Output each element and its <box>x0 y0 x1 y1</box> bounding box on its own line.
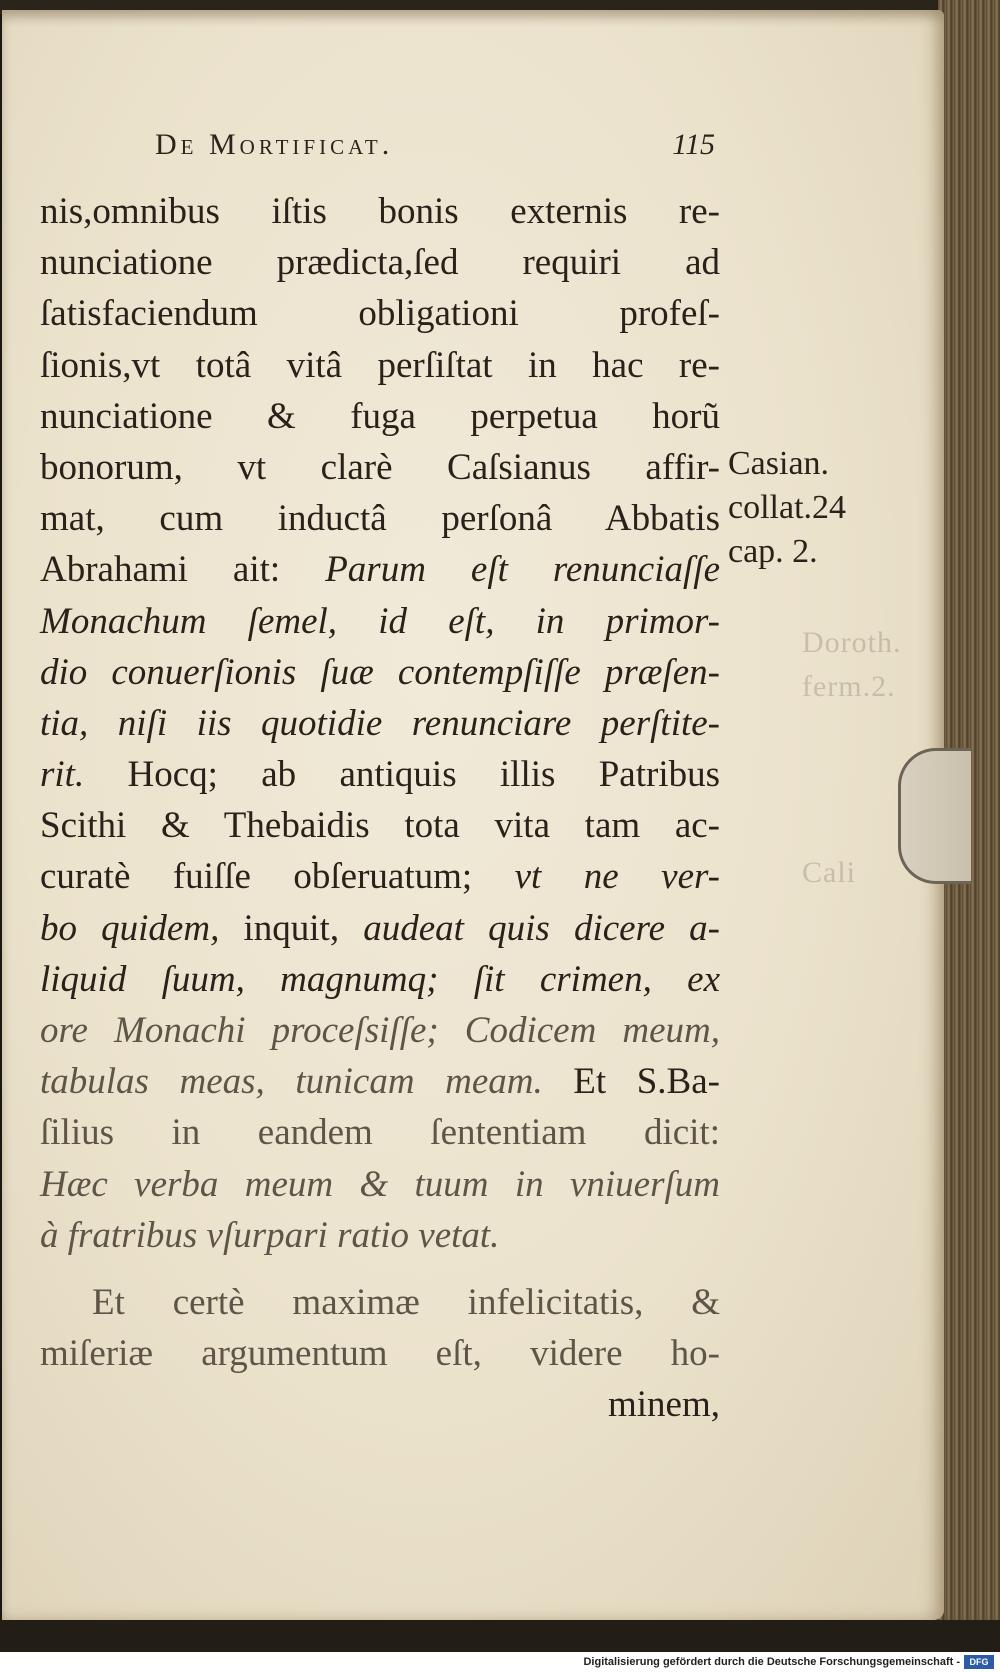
text-line <box>40 544 720 595</box>
text-line <box>40 186 720 237</box>
text-line <box>40 1056 720 1107</box>
quotation-segment: tabulas meas, tunicam meam. <box>40 1061 574 1103</box>
text-line <box>40 647 720 698</box>
quotation-segment: ore Monachi proceſsiſſe; Codicem meum, <box>40 1010 720 1051</box>
digitization-credit <box>0 1652 1000 1672</box>
show-through-mark: Cali <box>802 856 856 889</box>
text-line <box>40 851 720 902</box>
text-segment: nunciatione prædicta,ſed requiri ad <box>40 242 720 284</box>
text-line <box>40 1328 720 1379</box>
marginal-reference <box>728 442 878 574</box>
text-line <box>40 442 720 493</box>
text-line <box>40 749 720 800</box>
text-line <box>40 493 720 544</box>
text-segment: curatè fuiſſe obſeruatum; <box>40 856 515 898</box>
text-line <box>40 1210 720 1261</box>
text-line <box>40 903 720 954</box>
text-line <box>40 596 720 647</box>
text-segment: Abrahami ait: <box>40 549 326 591</box>
quotation-segment: bo quidem, <box>40 907 244 949</box>
text-segment: Scithi & Thebaidis tota vita tam ac- <box>40 805 720 847</box>
catchword <box>40 1379 720 1430</box>
text-line <box>40 1005 720 1056</box>
text-line <box>40 954 720 1005</box>
quotation-segment: vt ne ver- <box>514 856 720 898</box>
book-bottom-edge <box>0 1620 1000 1652</box>
quotation-segment: rit. <box>40 754 128 796</box>
text-segment: inquit, <box>243 907 364 949</box>
text-line <box>40 698 720 749</box>
margin-note-line: Casian. <box>728 445 830 482</box>
show-through-mark: ferm.2. <box>802 670 896 703</box>
quotation-segment: à fratribus vſurpari ratio vetat. <box>40 1214 500 1256</box>
quotation-segment: tia, niſi iis quotidie renunciare perſtite- <box>40 702 720 744</box>
text-line <box>40 237 720 288</box>
margin-note-line: cap. 2. <box>728 533 818 570</box>
text-segment: nis,omnibus iſtis bonis externis re- <box>40 191 720 232</box>
quotation-segment: Monachum ſemel, id eſt, in primor- <box>40 600 720 642</box>
body-text <box>40 186 720 1431</box>
quotation-segment: liquid ſuum, magnumq; ſit crimen, ex <box>40 958 720 1000</box>
text-line <box>40 1107 720 1158</box>
text-segment: ſionis,vt totâ vitâ perſiſtat in hac re- <box>40 344 720 386</box>
text-segment: bonorum, vt clarè Caſsianus affir- <box>40 446 720 488</box>
running-header <box>155 128 715 168</box>
text-segment: Hocq; ab antiquis illis Patribus <box>127 754 720 796</box>
text-line <box>40 1159 720 1210</box>
text-line <box>40 1277 720 1328</box>
text-segment: mat, cum inductâ perſonâ Abbatis <box>40 498 720 540</box>
text-line <box>40 288 720 339</box>
running-title: De Mortificat. <box>155 128 394 161</box>
credit-text: Digitalisierung gefördert durch die Deutsche Forschungsgemeinschaft - <box>583 1656 960 1668</box>
text-segment: miſeriæ argumentum eſt, videre ho- <box>40 1333 720 1375</box>
text-segment: Et certè maximæ infelicitatis, & <box>92 1281 720 1323</box>
paragraph-gap <box>40 1261 720 1277</box>
text-line <box>40 340 720 391</box>
text-segment: ſatisfaciendum obligationi profeſ- <box>40 293 720 335</box>
quotation-segment: audeat quis dicere a- <box>363 907 720 949</box>
text-segment: minem, <box>607 1384 720 1426</box>
show-through-mark: Doroth. <box>802 626 902 659</box>
clasp-strap <box>898 748 971 884</box>
page-number: 115 <box>672 128 715 161</box>
quotation-segment: dio conuerſionis ſuæ contempſiſſe præſen- <box>40 651 720 693</box>
text-line <box>40 800 720 851</box>
text-segment: Et S.Ba- <box>573 1061 720 1103</box>
text-line <box>40 391 720 442</box>
text-segment: ſilius in eandem ſententiam dicit: <box>40 1112 720 1154</box>
text-segment: nunciatione & fuga perpetua horũ <box>40 395 720 437</box>
margin-note-line: collat.24 <box>728 489 847 526</box>
quotation-segment: Parum eſt renunciaſſe <box>325 549 720 591</box>
dfg-logo: DFG <box>964 1655 994 1669</box>
quotation-segment: Hæc verba meum & tuum in vniuerſum <box>40 1163 720 1205</box>
